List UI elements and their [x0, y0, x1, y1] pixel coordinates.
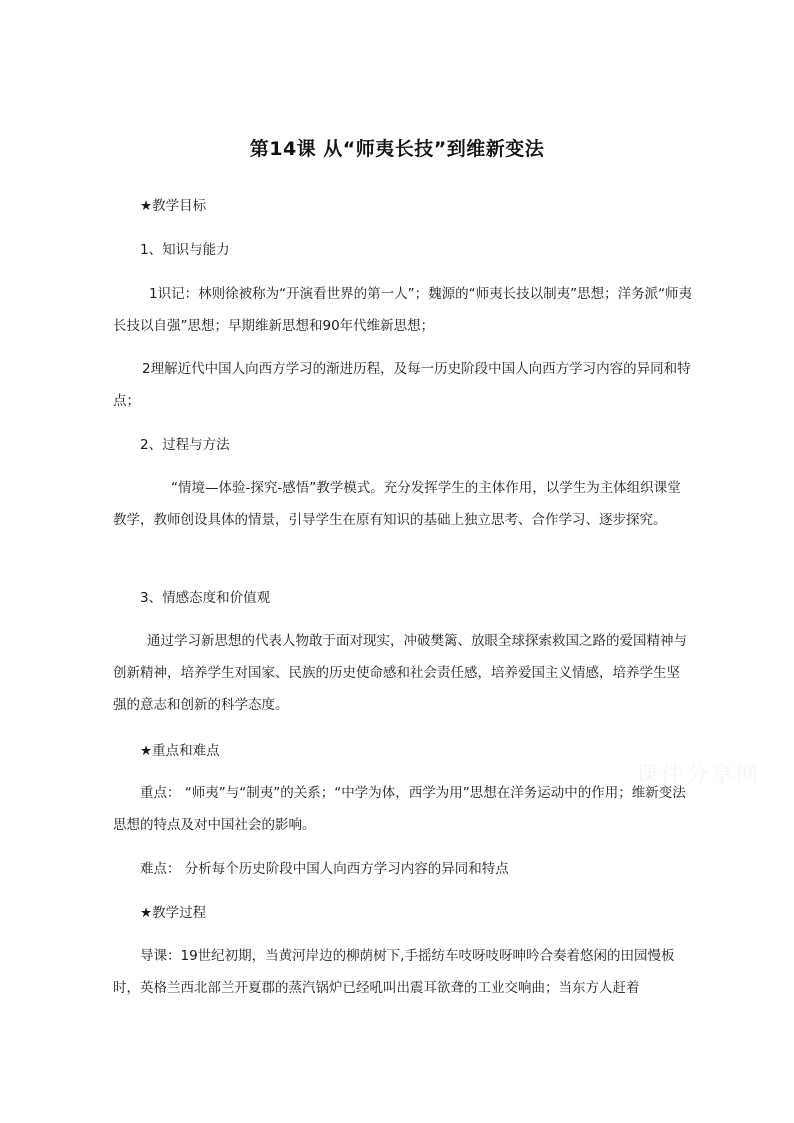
key-difficult-heading: ★重点和难点: [140, 743, 220, 759]
teaching-process-heading: ★教学过程: [140, 905, 207, 921]
knowledge-paragraph-1: 1识记：林则徐被称为“开演看世界的第一人”；魏源的“师夷长技以制夷”思想；洋务派“师夷长技以自强”思想；早期维新思想和90年代维新思想；: [113, 286, 693, 334]
key-points-paragraph: 重点： “师夷”与“制夷”的关系；“中学为体，西学为用”思想在洋务运动中的作用；维新变法思想的特点及对中国社会的影响。: [113, 785, 686, 833]
teaching-goals-heading: ★教学目标: [140, 198, 207, 214]
watermark-text: 课件分享网: [636, 763, 762, 788]
knowledge-paragraph-2: 2理解近代中国人向西方学习的渐进历程，及每一历史阶段中国人向西方学习内容的异同和特点；: [113, 361, 691, 409]
process-method-heading: 2、过程与方法: [140, 437, 230, 453]
attitude-values-paragraph: 通过学习新思想的代表人物敢于面对现实，冲破樊篱、放眼全球探索救国之路的爱国精神与创新精神，培养学生对国家、民族的历史使命感和社会责任感，培养爱国主义情感，培养学生坚强的意志和创新的科学态度。: [113, 633, 687, 713]
attitude-values-heading: 3、情感态度和价值观: [140, 590, 271, 606]
process-method-paragraph: “情境—体验-探究-感悟”教学模式。充分发挥学生的主体作用，以学生为主体组织课堂教学，教师创设具体的情景，引导学生在原有知识的基础上独立思考、合作学习、逐步探究。: [113, 480, 681, 528]
knowledge-ability-heading: 1、知识与能力: [140, 242, 230, 258]
difficult-points-paragraph: 难点： 分析每个历史阶段中国人向西方学习内容的异同和特点: [140, 861, 509, 877]
page-title: 第14课 从“师夷长技”到维新变法: [249, 138, 545, 160]
introduction-paragraph: 导课：19世纪初期，当黄河岸边的柳荫树下,手摇纺车吱呀吱呀呻吟合奏着悠闲的田园慢板时，英格兰西北部兰开夏郡的蒸汽锅炉已经吼叫出震耳欲聋的工业交响曲；当东方人赶着: [113, 948, 675, 996]
